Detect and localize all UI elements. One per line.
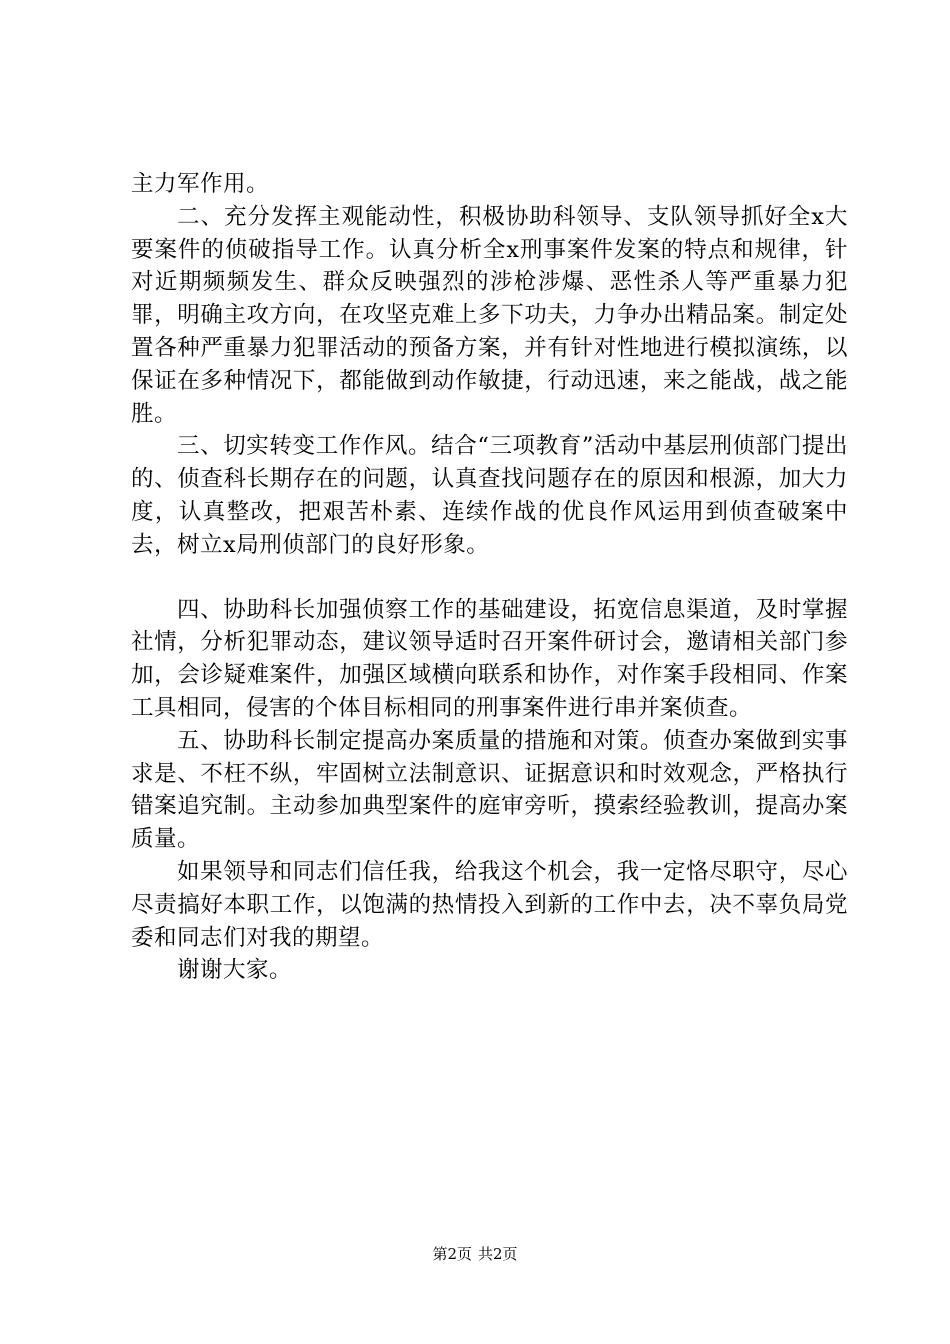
paragraph-point-four: 四、协助科长加强侦察工作的基础建设，拓宽信息渠道，及时掌握社情，分析犯罪动态，建议领导适时召开案件研讨会，邀请相关部门参加，会诊疑难案件，加强区域横向联系和协作，对作案手段相同、作案工具相同，侵害的个体目标相同的刑事案件进行串并案侦查。 [131, 596, 848, 721]
document-body [131, 168, 848, 987]
paragraph-closing: 如果领导和同志们信任我，给我这个机会，我一定恪尽职守，尽心尽责搞好本职工作，以饱满的热情投入到新的工作中去，决不辜负局党委和同志们对我的期望。 [131, 858, 848, 951]
page-footer [0, 1244, 950, 1264]
paragraph-thanks: 谢谢大家。 [177, 957, 293, 984]
page-total: 共2页 [478, 1245, 518, 1263]
page-number: 第2页 [432, 1245, 472, 1263]
paragraph-point-five: 五、协助科长制定提高办案质量的措施和对策。侦查办案做到实事求是、不枉不纵，牢固树立法制意识、证据意识和时效观念，严格执行错案追究制。主动参加典型案件的庭审旁听，摸索经验教训，提高办案质量。 [131, 727, 848, 853]
paragraph-point-three: 三、切实转变工作作风。结合“三项教育”活动中基层刑侦部门提出的、侦查科长期存在的问题，认真查找问题存在的原因和根源，加大力度，认真整改，把艰苦朴素、连续作战的优良作风运用到侦查破案中去，树立x局刑侦部门的良好形象。 [131, 433, 848, 558]
paragraph-continuation: 主力军作用。 [131, 171, 270, 197]
paragraph-point-two: 二、充分发挥主观能动性，积极协助科领导、支队领导抓好全x大要案件的侦破指导工作。认真分析全x刑事案件发案的特点和规律，针对近期频频发生、群众反映强烈的涉枪涉爆、恶性杀人等严重暴力犯罪，明确主攻方向，在攻坚克难上多下功夫，力争办出精品案。制定处置各种严重暴力犯罪活动的预备方案，并有针对性地进行模拟演练，以保证在多种情况下，都能做到动作敏捷，行动迅速，来之能战，战之能胜。 [131, 203, 848, 427]
